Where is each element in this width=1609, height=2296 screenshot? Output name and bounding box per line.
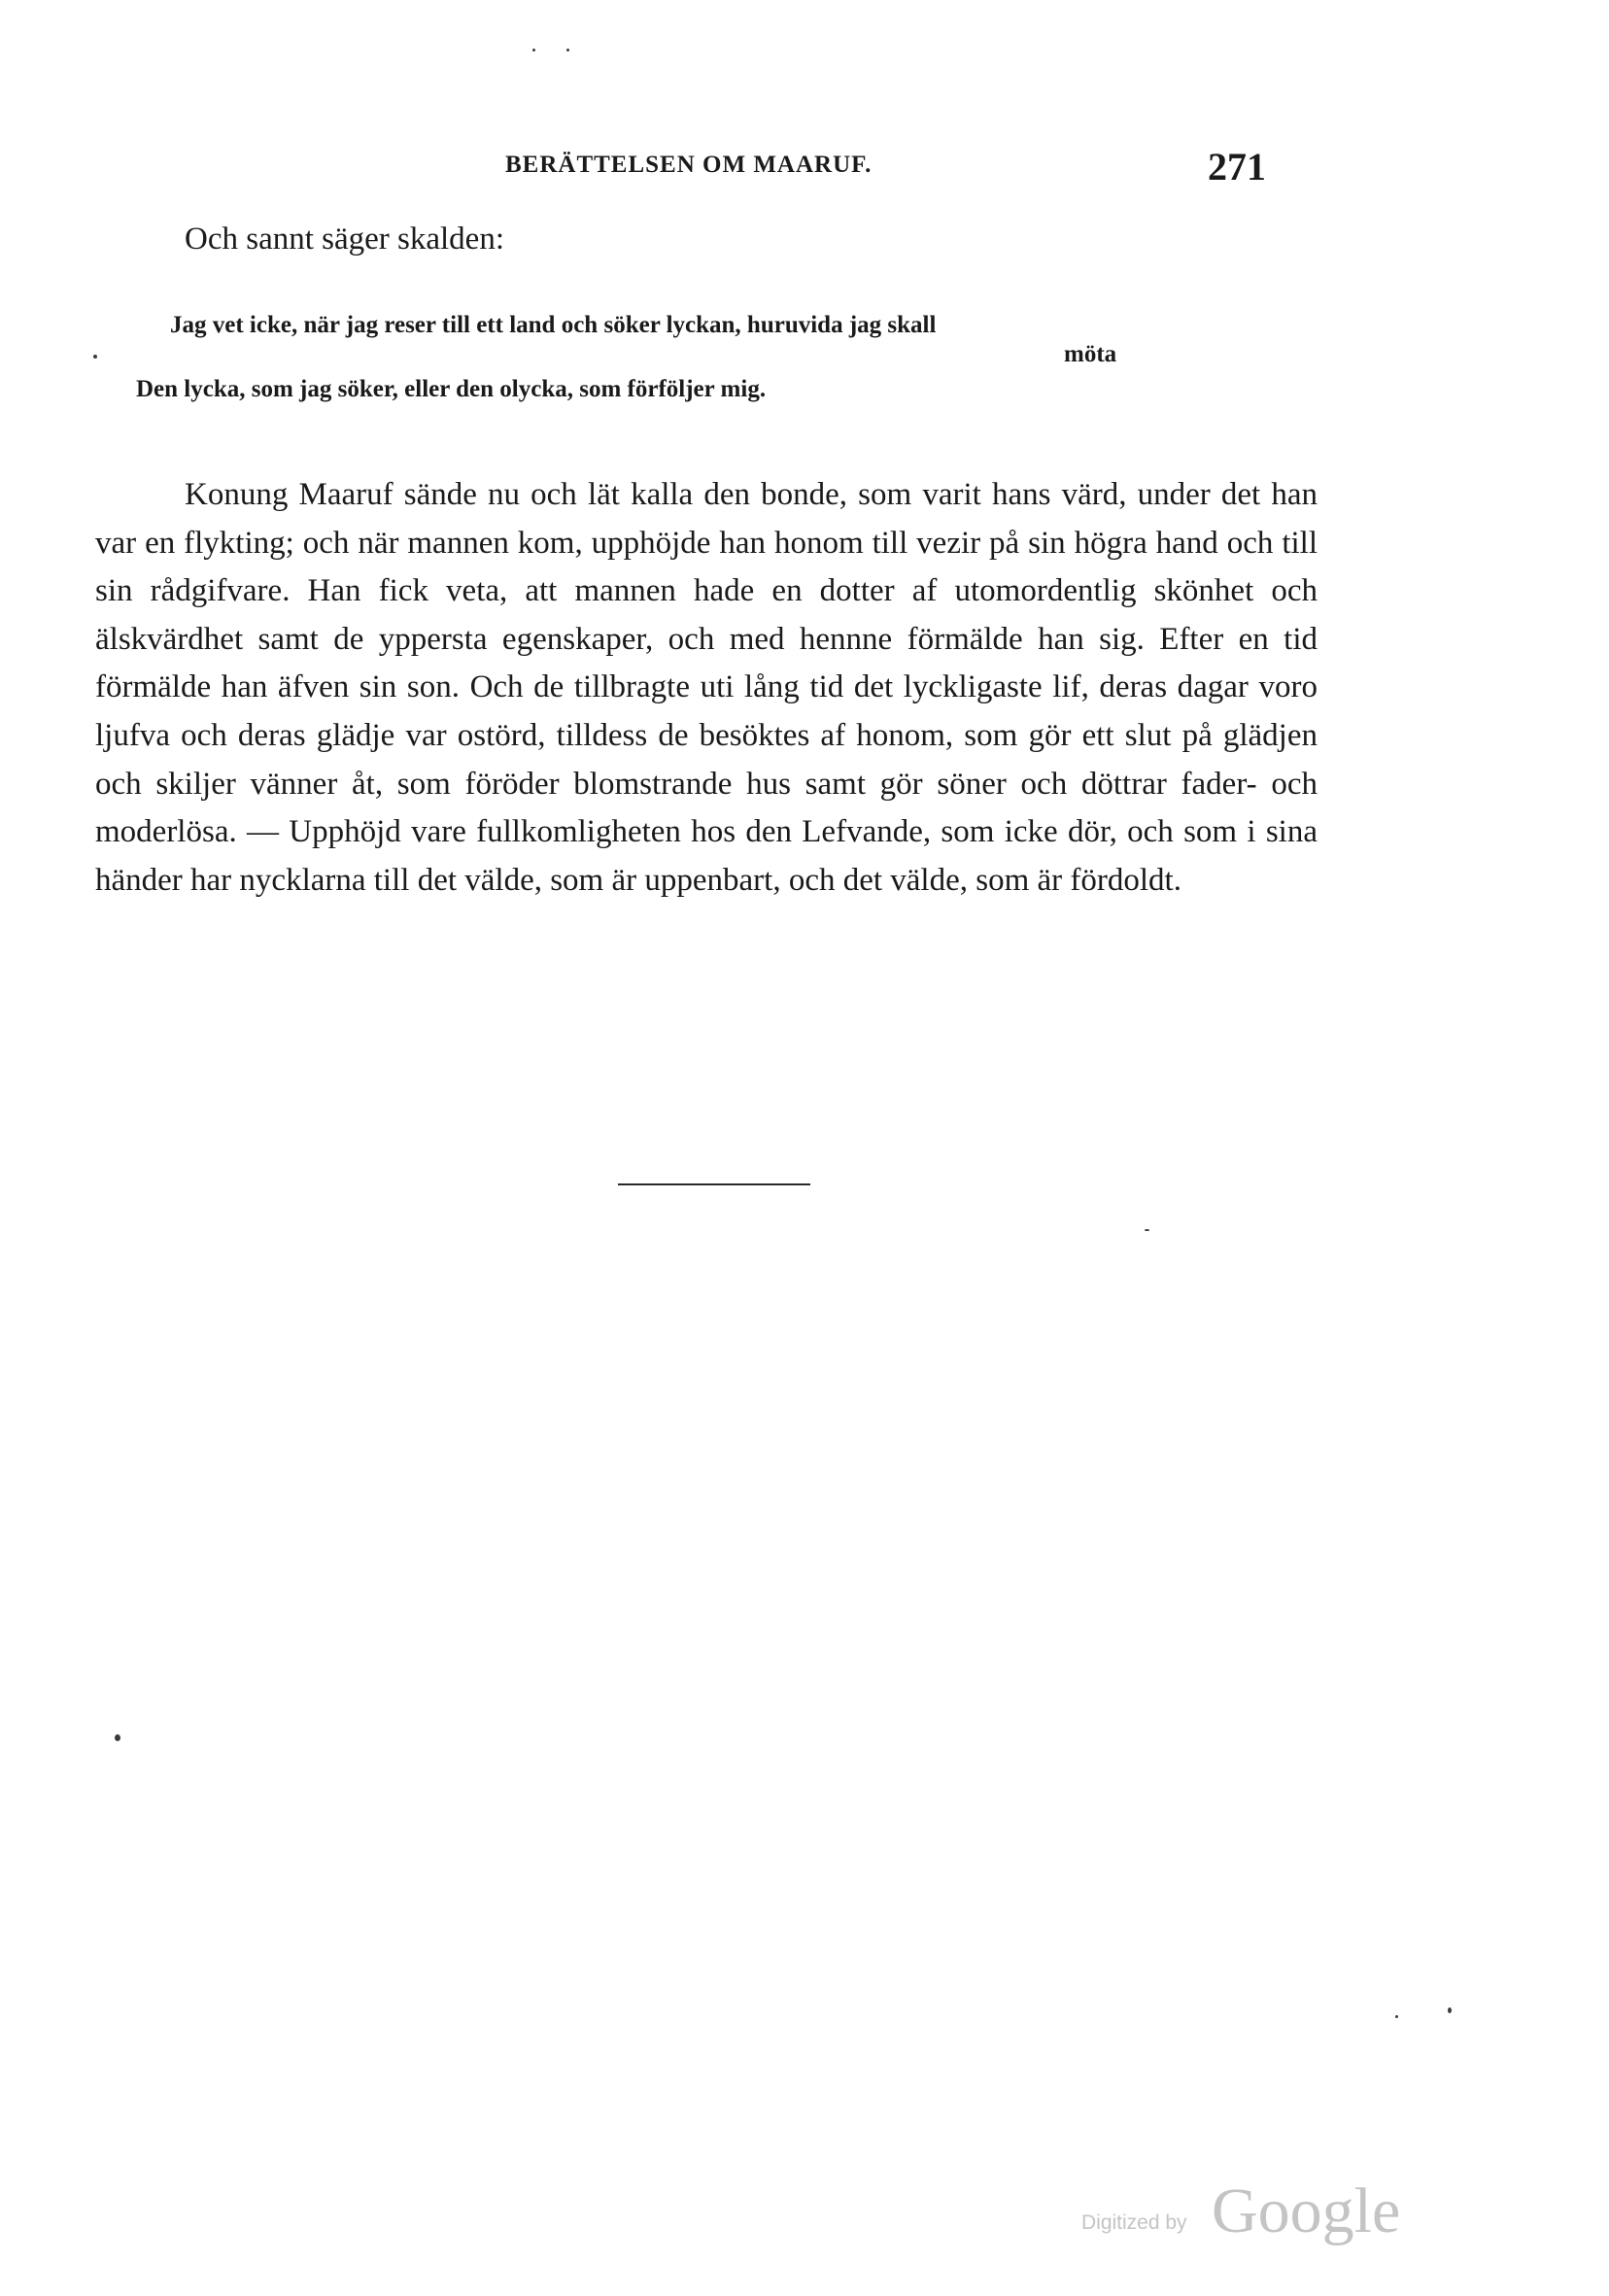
watermark-prefix: Digitized by [1081, 2211, 1187, 2234]
speck-mark [93, 355, 97, 359]
speck-mark [115, 1734, 120, 1741]
page-number: 271 [1208, 145, 1266, 188]
poem-intro: Och sannt säger skalden: [185, 222, 504, 257]
body-paragraph: Konung Maaruf sände nu och lät kalla den bonde, som varit hans värd, under det han var en flykting; och när mannen kom, upphöjde han honom till vezir på sin högra hand och till sin rådgifvare. Han fick veta, att mannen hade en dotter af utomordentlig skönhet och älskvärdhet samt de yppersta egenskaper, och med hennne förmälde han sig. Efter en tid förmälde han äfven sin son. Och de tillbragte uti lång tid det lyckligaste lif, deras dagar voro ljufva och deras glädje var ostörd, tilldess de besöktes af honom, som gör ett slut på glädjen och skiljer vänner åt, som föröder blomstrande hus samt gör söner och döttrar fader- och moderlösa. — Upphöjd vare fullkomligheten hos den Lefvande, som icke dör, och som i sina händer har nycklarna till det välde, som är uppenbart, och det välde, som är fördoldt. [95, 477, 1318, 898]
closing-rule [618, 1183, 810, 1185]
poem-line-1: Jag vet icke, när jag reser till ett land och söker lyckan, huruvida jag skall [170, 312, 937, 338]
speck-mark [1145, 1229, 1149, 1231]
running-title: BERÄTTELSEN OM MAARUF. [505, 152, 873, 178]
digitized-watermark [1081, 2175, 1412, 2252]
speck-mark [1448, 2007, 1452, 2013]
speck-mark [566, 49, 569, 51]
google-logo: Google [1212, 2176, 1401, 2246]
running-head [0, 144, 1609, 192]
speck-mark [532, 49, 535, 51]
poem-line-1-continuation: möta [1064, 341, 1117, 367]
poem-block [136, 311, 1321, 404]
speck-mark [1395, 2015, 1398, 2018]
poem-line-2: Den lycka, som jag söker, eller den olycka, som förföljer mig. [136, 376, 767, 402]
